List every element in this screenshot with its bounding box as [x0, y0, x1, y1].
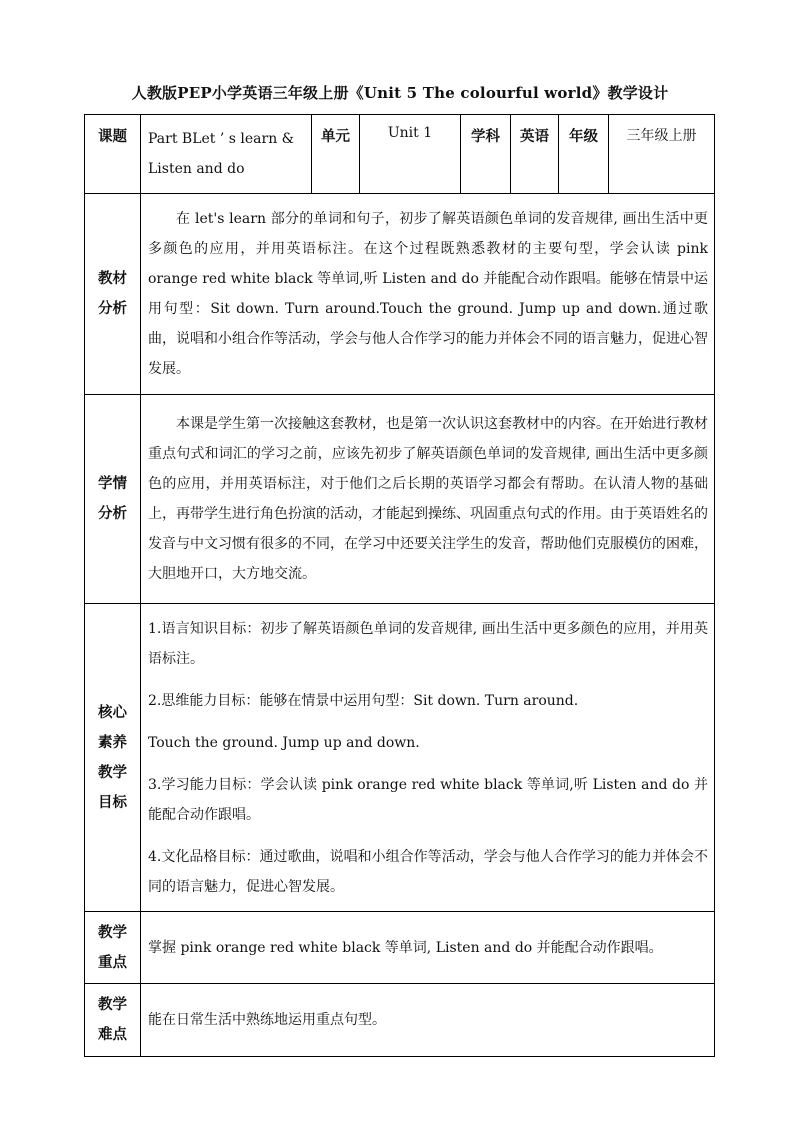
difficult-points-label-line2: 难点 [98, 1026, 127, 1043]
core-goals-content [141, 604, 715, 912]
key-points-text: 掌握 pink orange red white black 等单词, Listen and do 并能配合动作跟唱。 [141, 912, 715, 984]
key-points-row [85, 912, 715, 984]
unit-value: Unit 1 [360, 115, 461, 194]
student-analysis-text: 本课是学生第一次接触这套教材，也是第一次认识这套教材中的内容。在开始进行教材重点句式和词汇的学习之前，应该先初步了解英语颜色单词的发音规律, 画出生活中更多颜色的应用，并用英语标注，对于他们之后长期的英语学习都会有帮助。在认清人物的基础上，再带学生进行角色扮演的活动，才能起到操练、巩固重点句式的作用。由于英语姓名的发音与中文习惯有很多的不同，在学习中还要关注学生的发音，帮助他们克服模仿的困难，大胆地开口，大方地交流。 [141, 395, 715, 604]
unit-label: 单元 [312, 115, 360, 194]
student-analysis-label-line2: 分析 [98, 505, 127, 522]
material-analysis-label-line2: 分析 [98, 300, 127, 317]
student-analysis-label-line1: 学情 [98, 475, 127, 492]
core-goals-label-line1: 核心 [98, 703, 127, 721]
difficult-points-label [85, 984, 141, 1057]
lesson-plan-table [84, 114, 715, 1057]
core-goals-label [85, 604, 141, 912]
document-title: 人教版PEP小学英语三年级上册《Unit 5 The colourful world》教学设计 [131, 84, 669, 102]
header-row [85, 115, 715, 194]
difficult-points-row [85, 984, 715, 1057]
lesson-value: Part BLet ’ s learn & Listen and do [141, 115, 312, 194]
lesson-label: 课题 [85, 115, 141, 194]
material-analysis-row [85, 194, 715, 395]
goal-thinking-ability-line1: 2.思维能力目标：能够在情景中运用句型：Sit down. Turn around. [148, 692, 579, 709]
key-points-label-line2: 重点 [98, 953, 127, 971]
core-goals-label-line2: 素养 [98, 733, 127, 751]
goal-language-knowledge: 1.语言知识目标：初步了解英语颜色单词的发音规律, 画出生活中更多颜色的应用，并用英语标注。 [148, 620, 708, 667]
key-points-label-line1: 教学 [98, 923, 127, 941]
goal-cultural-character: 4.文化品格目标：通过歌曲，说唱和小组合作等活动，学会与他人合作学习的能力并体会不同的语言魅力，促进心智发展。 [148, 848, 708, 895]
key-points-label [85, 912, 141, 984]
core-goals-label-line3: 教学 [98, 763, 127, 781]
difficult-points-text: 能在日常生活中熟练地运用重点句型。 [141, 984, 715, 1057]
core-goals-row [85, 604, 715, 912]
subject-value: 英语 [511, 115, 559, 194]
difficult-points-label-line1: 教学 [98, 996, 127, 1013]
subject-label: 学科 [461, 115, 511, 194]
material-analysis-label [85, 194, 141, 395]
student-analysis-label [85, 395, 141, 604]
student-analysis-row [85, 395, 715, 604]
material-analysis-label-line1: 教材 [98, 270, 127, 287]
goal-learning-ability: 3.学习能力目标：学会认读 pink orange red white black 等单词,听 Listen and do 并能配合动作跟唱。 [148, 776, 708, 823]
material-analysis-text: 在 let's learn 部分的单词和句子，初步了解英语颜色单词的发音规律, 画出生活中更多颜色的应用，并用英语标注。在这个过程既熟悉教材的主要句型，学会认读 pink orange red white black 等单词,听 Listen and do 并能配合动作跟唱。能够在情景中运用句型：Sit down. Turn around.Touch the ground. Jump up and down.通过歌曲，说唱和小组合作等活动，学会与他人合作学习的能力并体会不同的语言魅力，促进心智发展。 [141, 194, 715, 395]
grade-value: 三年级上册 [609, 115, 715, 194]
core-goals-label-line4: 目标 [98, 793, 127, 811]
grade-label: 年级 [559, 115, 609, 194]
goal-thinking-ability-line2: Touch the ground. Jump up and down. [148, 734, 420, 751]
